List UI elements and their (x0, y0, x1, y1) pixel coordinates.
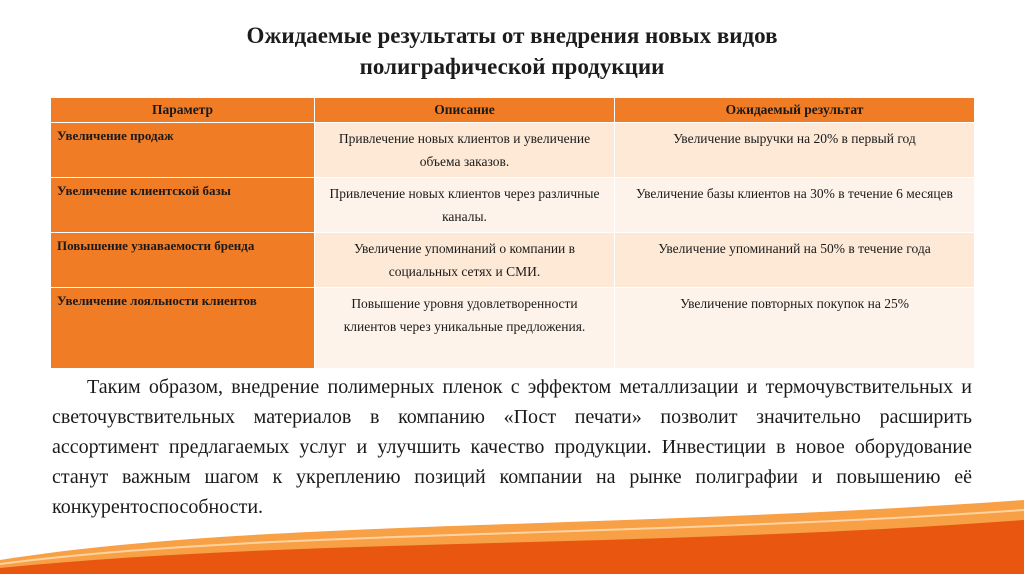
decorative-orange-swoosh (0, 490, 1024, 574)
description-cell: Увеличение упоминаний о компании в социальных сетях и СМИ. (315, 233, 615, 288)
parameter-cell: Повышение узнаваемости бренда (51, 233, 315, 288)
result-cell: Увеличение упоминаний на 50% в течение года (615, 233, 975, 288)
description-cell: Привлечение новых клиентов и увеличение объема заказов. (315, 123, 615, 178)
conclusion-paragraph: Таким образом, внедрение полимерных пленок с эффектом металлизации и термочувствительных и светочувствительных материалов в компанию «Пост печати» позволит значительно расширить ассортимент предлагаемых услуг и улучшить качество продукции. Инвестиции в новое оборудование станут важным шагом к укреплению позиций компании на рынке полиграфии и повышению её конкурентоспособности. (52, 376, 972, 518)
slide-title-line-1: Ожидаемые результаты от внедрения новых видов (246, 23, 778, 48)
table-row (51, 123, 975, 178)
description-cell: Привлечение новых клиентов через различные каналы. (315, 178, 615, 233)
table-row (51, 233, 975, 288)
column-header-expected-result: Ожидаемый результат (615, 98, 975, 123)
table-row (51, 178, 975, 233)
table-header-row (51, 98, 975, 123)
results-table (50, 97, 975, 369)
parameter-cell: Увеличение продаж (51, 123, 315, 178)
slide-title-line-2: полиграфической продукции (359, 54, 665, 79)
table-row (51, 288, 975, 369)
result-cell: Увеличение повторных покупок на 25% (615, 288, 975, 369)
description-cell: Повышение уровня удовлетворенности клиентов через уникальные предложения. (315, 288, 615, 369)
result-cell: Увеличение выручки на 20% в первый год (615, 123, 975, 178)
column-header-parameter: Параметр (51, 98, 315, 123)
parameter-cell: Увеличение клиентской базы (51, 178, 315, 233)
parameter-cell: Увеличение лояльности клиентов (51, 288, 315, 369)
column-header-description: Описание (315, 98, 615, 123)
result-cell: Увеличение базы клиентов на 30% в течение 6 месяцев (615, 178, 975, 233)
slide-title (0, 20, 1024, 82)
